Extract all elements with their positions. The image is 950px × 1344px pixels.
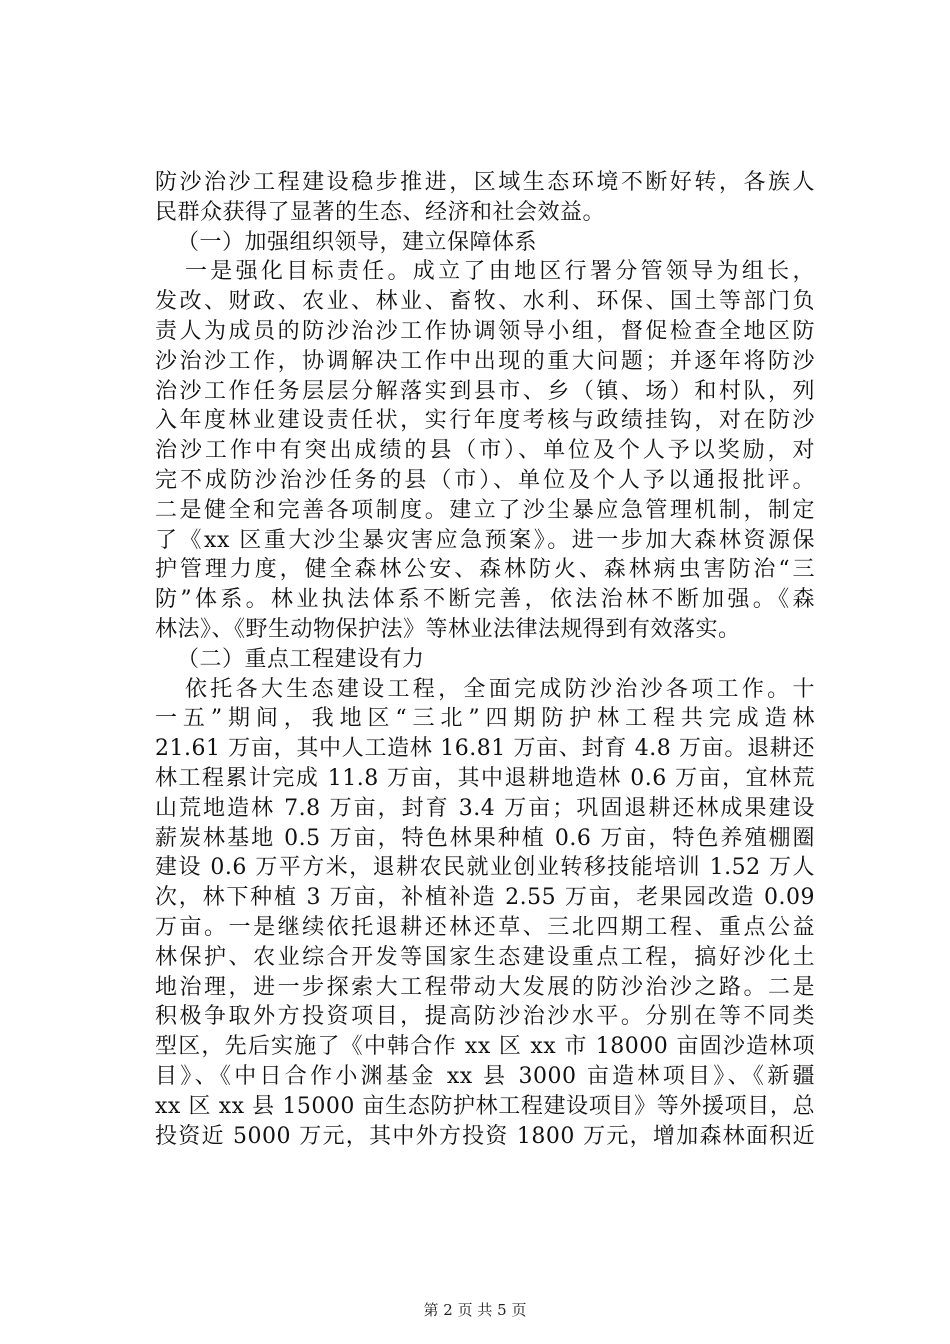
text-line: 林法》、《野生动物保护法》等林业法律法规得到有效落实。 — [155, 616, 741, 642]
text-line: 建设 0.6 万平方米，退耕农民就业创业转移技能培训 1.52 万人 — [155, 855, 815, 881]
page-number-label: 第 2 页 共 5 页 — [423, 1301, 527, 1319]
body-text — [155, 168, 815, 1151]
section-heading-2: （二）重点工程建设有力 — [177, 646, 425, 672]
text-line: 二是健全和完善各项制度。建立了沙尘暴应急管理机制，制定 — [155, 497, 815, 523]
page-footer — [0, 1300, 950, 1320]
text-line: 目》、《中日合作小渊基金 xx 县 3000 亩造林项目》、《新疆 — [155, 1063, 815, 1089]
text-line: 发改、财政、农业、林业、畜牧、水利、环保、国土等部门负 — [155, 289, 815, 315]
text-line: 民群众获得了显著的生态、经济和社会效益。 — [155, 199, 606, 225]
text-line: xx 区 xx 县 15000 亩生态防护林工程建设项目》等外援项目，总 — [155, 1093, 815, 1119]
text-line: 林工程累计完成 11.8 万亩，其中退耕地造林 0.6 万亩，宜林荒 — [155, 765, 815, 791]
text-line: 治沙工作任务层层分解落实到县市、乡（镇、场）和村队，列 — [155, 378, 815, 404]
text-line: 了《xx 区重大沙尘暴灾害应急预案》。进一步加大森林资源保 — [155, 527, 815, 553]
text-line: 21.61 万亩，其中人工造林 16.81 万亩、封育 4.8 万亩。退耕还 — [155, 736, 815, 762]
text-line: 积极争取外方投资项目，提高防沙治沙水平。分别在等不同类 — [155, 1004, 815, 1030]
text-line: 万亩。一是继续依托退耕还林还草、三北四期工程、重点公益 — [155, 914, 815, 940]
text-line: 治沙工作中有突出成绩的县（市）、单位及个人予以奖励，对 — [155, 438, 815, 464]
text-line: 防”体系。林业执法体系不断完善，依法治林不断加强。《森 — [155, 587, 815, 613]
text-line: 入年度林业建设责任状，实行年度考核与政绩挂钩，对在防沙 — [155, 408, 815, 434]
text-line: 完不成防沙治沙任务的县（市）、单位及个人予以通报批评。 — [155, 467, 815, 493]
section-heading-1: （一）加强组织领导，建立保障体系 — [177, 229, 538, 255]
text-line: 一五”期间，我地区“三北”四期防护林工程共完成造林 — [155, 706, 815, 732]
text-line: 次，林下种植 3 万亩，补植补造 2.55 万亩，老果园改造 0.09 — [155, 885, 815, 911]
text-line: 护管理力度，健全森林公安、森林防火、森林病虫害防治“三 — [155, 557, 815, 583]
text-line: 地治理，进一步探索大工程带动大发展的防沙治沙之路。二是 — [155, 974, 815, 1000]
text-line: 责人为成员的防沙治沙工作协调领导小组，督促检查全地区防 — [155, 318, 815, 344]
text-line: 沙治沙工作，协调解决工作中出现的重大问题；并逐年将防沙 — [155, 348, 815, 374]
text-line: 一是强化目标责任。成立了由地区行署分管领导为组长， — [185, 259, 815, 285]
text-line: 林保护、农业综合开发等国家生态建设重点工程，搞好沙化土 — [155, 944, 815, 970]
text-line: 依托各大生态建设工程，全面完成防沙治沙各项工作。十 — [185, 676, 815, 702]
text-line: 防沙治沙工程建设稳步推进，区域生态环境不断好转，各族人 — [155, 170, 815, 195]
text-line: 型区，先后实施了《中韩合作 xx 区 xx 市 18000 亩固沙造林项 — [155, 1034, 815, 1060]
text-line: 薪炭林基地 0.5 万亩，特色林果种植 0.6 万亩，特色养殖棚圈 — [155, 825, 815, 851]
text-line: 投资近 5000 万元，其中外方投资 1800 万元，增加森林面积近 — [155, 1123, 815, 1149]
text-line: 山荒地造林 7.8 万亩，封育 3.4 万亩；巩固退耕还林成果建设 — [155, 795, 815, 821]
